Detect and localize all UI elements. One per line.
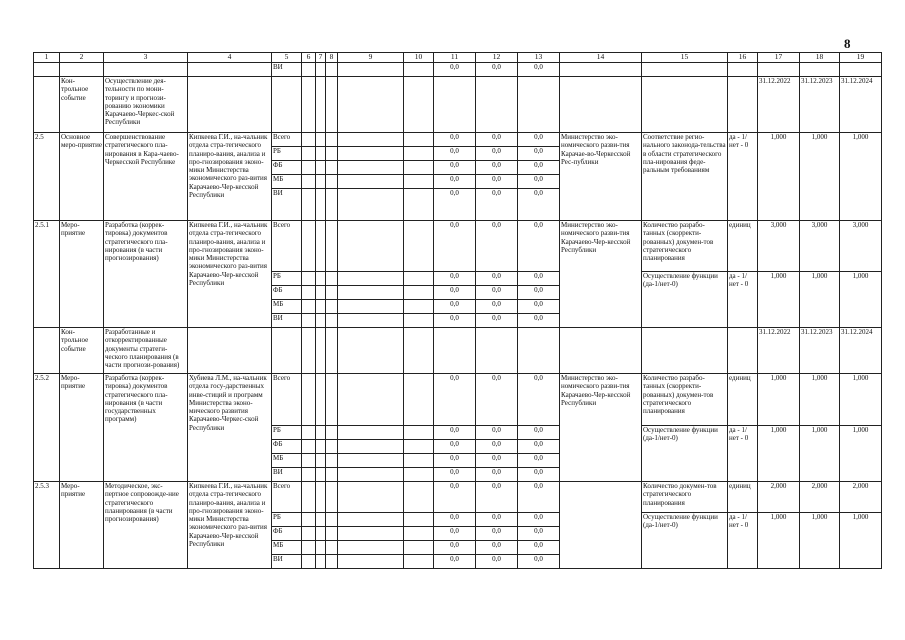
unit: да - 1/ нет - 0 (728, 133, 758, 221)
target-cell: 2,000 (840, 482, 882, 513)
funding-source: МБ (272, 175, 302, 189)
value-cell: 0,0 (476, 527, 518, 541)
value-cell: 0,0 (518, 286, 560, 300)
target-cell: 1,000 (840, 272, 882, 328)
value-cell: 0,0 (434, 482, 476, 513)
value-cell: 0,0 (518, 513, 560, 527)
indicator: Соответствие регио-нального законода-тельства в области стратегического пла-нирования феде-ральным требованиям (642, 133, 728, 221)
unit: единиц (728, 221, 758, 272)
col-header: 16 (728, 53, 758, 63)
row-type: Кон-трольное событие (60, 77, 104, 133)
funding-source: РБ (272, 513, 302, 527)
row-name: Разработка (коррек-тировка) документов стратегического пла-нирования (в части государственных программ) (104, 374, 188, 482)
funding-source: МБ (272, 300, 302, 314)
target-cell: 1,000 (758, 513, 800, 569)
table-row (34, 221, 882, 272)
funding-source: МБ (272, 454, 302, 468)
value-cell: 0,0 (434, 314, 476, 328)
target-cell: 1,000 (758, 374, 800, 426)
value-cell: 0,0 (518, 161, 560, 175)
value-cell: 0,0 (518, 272, 560, 286)
value-cell: 0,0 (518, 468, 560, 482)
target-cell: 1,000 (800, 272, 840, 328)
executor: Министерство эко-номического разви-тия Карачаево-Чер-кесской Республики (560, 374, 642, 482)
funding-source: РБ (272, 147, 302, 161)
responsible: Хубиева Л.М., на-чальник отдела госу-дарственных инве-стиций и программ Министерства эконо-мического развития Карачаево-Черкес-ской Республики (188, 374, 272, 482)
funding-source: ВИ (272, 63, 302, 77)
value-cell: 0,0 (476, 468, 518, 482)
row-type: Основное меро-приятие (60, 133, 104, 221)
value-cell: 0,0 (518, 63, 560, 77)
row-number: 2.5.2 (34, 374, 60, 482)
row-name: Методическое, экс-пертное сопровожде-ние стратегического планирования (в части прогнозирования) (104, 482, 188, 569)
target-cell: 1,000 (758, 426, 800, 482)
value-cell: 0,0 (434, 513, 476, 527)
value-cell: 0,0 (434, 374, 476, 426)
col-header: 19 (840, 53, 882, 63)
value-cell: 0,0 (476, 440, 518, 454)
col-header: 5 (272, 53, 302, 63)
value-cell: 0,0 (476, 133, 518, 147)
value-cell: 0,0 (476, 272, 518, 286)
target-cell: 2,000 (800, 482, 840, 513)
value-cell: 0,0 (476, 454, 518, 468)
value-cell: 0,0 (434, 555, 476, 569)
col-header: 3 (104, 53, 188, 63)
funding-source: Всего (272, 221, 302, 272)
target-cell: 3,000 (840, 221, 882, 272)
responsible: Кипкеева Г.И., на-чальник отдела стра-тегического планиро-вания, анализа и про-гнозирования эконо-мики Министерства экономического раз-вития Карачаево-Чер-кесской Республики (188, 133, 272, 221)
row-type: Меро-приятие (60, 221, 104, 328)
target-cell: 1,000 (758, 133, 800, 221)
value-cell: 0,0 (476, 175, 518, 189)
value-cell: 0,0 (434, 221, 476, 272)
value-cell: 0,0 (476, 314, 518, 328)
value-cell: 0,0 (434, 175, 476, 189)
unit: единиц (728, 374, 758, 426)
value-cell: 0,0 (476, 541, 518, 555)
value-cell: 0,0 (434, 189, 476, 221)
value-cell: 0,0 (518, 189, 560, 221)
col-header: 8 (326, 53, 338, 63)
target-cell: 1,000 (758, 272, 800, 328)
col-header: 14 (560, 53, 642, 63)
funding-source: ФБ (272, 161, 302, 175)
value-cell: 0,0 (476, 426, 518, 440)
target-cell: 1,000 (840, 133, 882, 221)
value-cell: 0,0 (476, 161, 518, 175)
value-cell: 0,0 (518, 175, 560, 189)
col-header: 15 (642, 53, 728, 63)
col-header: 12 (476, 53, 518, 63)
target-cell: 2,000 (758, 482, 800, 513)
value-cell: 0,0 (518, 527, 560, 541)
value-cell: 0,0 (518, 300, 560, 314)
value-cell: 0,0 (434, 468, 476, 482)
target-cell: 3,000 (800, 221, 840, 272)
value-cell: 0,0 (476, 189, 518, 221)
value-cell: 0,0 (434, 272, 476, 286)
value-cell: 0,0 (434, 63, 476, 77)
target-cell: 1,000 (840, 426, 882, 482)
col-header: 4 (188, 53, 272, 63)
value-cell: 0,0 (434, 161, 476, 175)
indicator: Осуществление функции (да-1/нет-0) (642, 272, 728, 328)
value-cell: 0,0 (518, 555, 560, 569)
page-number: 8 (844, 36, 851, 51)
funding-source: МБ (272, 541, 302, 555)
table-row (34, 482, 882, 513)
executor (560, 482, 642, 569)
table-row (34, 133, 882, 147)
col-header: 11 (434, 53, 476, 63)
col-header: 17 (758, 53, 800, 63)
target-cell: 1,000 (800, 426, 840, 482)
value-cell: 0,0 (476, 374, 518, 426)
unit: да - 1/ нет - 0 (728, 272, 758, 328)
col-header: 13 (518, 53, 560, 63)
date-cell: 31.12.2024 (840, 77, 882, 133)
value-cell: 0,0 (434, 454, 476, 468)
row-type: Меро-приятие (60, 482, 104, 569)
row-number: 2.5 (34, 133, 60, 221)
target-cell: 1,000 (840, 513, 882, 569)
value-cell: 0,0 (518, 482, 560, 513)
target-cell: 1,000 (800, 374, 840, 426)
target-cell: 1,000 (800, 133, 840, 221)
responsible: Кипкеева Г.И., на-чальник отдела стра-тегического планиро-вания, анализа и про-гнозирования эконо-мики Министерства экономического раз-вития Карачаево-Чер-кесской Республики (188, 221, 272, 328)
unit: да - 1/ нет - 0 (728, 426, 758, 482)
value-cell: 0,0 (434, 147, 476, 161)
row-number: 2.5.3 (34, 482, 60, 569)
funding-source: ВИ (272, 314, 302, 328)
indicator: Осуществление функции (да-1/нет-0) (642, 513, 728, 569)
row-name: Совершенствование стратегического пла-нирования в Кара-чаево-Черкесской Республике (104, 133, 188, 221)
value-cell: 0,0 (434, 300, 476, 314)
value-cell: 0,0 (476, 221, 518, 272)
funding-source: ВИ (272, 189, 302, 221)
program-table (33, 52, 882, 569)
value-cell: 0,0 (518, 314, 560, 328)
value-cell: 0,0 (518, 454, 560, 468)
col-header: 6 (302, 53, 316, 63)
row-type: Кон-трольное событие (60, 328, 104, 374)
target-cell: 3,000 (758, 221, 800, 272)
date-cell: 31.12.2024 (840, 328, 882, 374)
value-cell: 0,0 (518, 541, 560, 555)
value-cell: 0,0 (476, 286, 518, 300)
funding-source: РБ (272, 272, 302, 286)
value-cell: 0,0 (518, 440, 560, 454)
value-cell: 0,0 (518, 147, 560, 161)
value-cell: 0,0 (518, 221, 560, 272)
responsible: Кипкеева Г.И., на-чальник отдела стра-тегического планиро-вания, анализа и про-гнозирования эконо-мики Министерства экономического раз-вития Карачаево-Чер-кесской Республики (188, 482, 272, 569)
value-cell: 0,0 (476, 482, 518, 513)
table-row (34, 374, 882, 426)
date-cell: 31.12.2023 (800, 328, 840, 374)
value-cell: 0,0 (518, 426, 560, 440)
value-cell: 0,0 (476, 513, 518, 527)
value-cell: 0,0 (434, 541, 476, 555)
value-cell: 0,0 (434, 440, 476, 454)
value-cell: 0,0 (476, 147, 518, 161)
target-cell: 1,000 (840, 374, 882, 426)
value-cell: 0,0 (434, 286, 476, 300)
funding-source: Всего (272, 482, 302, 513)
value-cell: 0,0 (434, 133, 476, 147)
funding-source: Всего (272, 133, 302, 147)
col-header: 2 (60, 53, 104, 63)
value-cell: 0,0 (476, 300, 518, 314)
date-cell: 31.12.2023 (800, 77, 840, 133)
col-header: 18 (800, 53, 840, 63)
target-cell: 1,000 (800, 513, 840, 569)
row-name: Разработка (коррек-тировка) документов стратегического пла-нирования (в части прогнозирования) (104, 221, 188, 328)
control-event-row (34, 328, 882, 374)
executor: Министерство эко-номического разви-тия Карачаево-Чер-кесской Республики (560, 221, 642, 328)
row-type: Меро-приятие (60, 374, 104, 482)
table-row (34, 63, 882, 77)
control-event-row (34, 77, 882, 133)
row-name: Разработанные и откорректированные документы стратеги-ческого планирования (в части прогнози-рования) (104, 328, 188, 374)
col-header: 9 (338, 53, 404, 63)
unit: да - 1/ нет - 0 (728, 513, 758, 569)
unit: единиц (728, 482, 758, 513)
funding-source: ФБ (272, 286, 302, 300)
col-header: 7 (316, 53, 326, 63)
indicator: Осуществление функции (да-1/нет-0) (642, 426, 728, 482)
funding-source: Всего (272, 374, 302, 426)
date-cell: 31.12.2022 (758, 77, 800, 133)
funding-source: ФБ (272, 440, 302, 454)
col-header: 10 (404, 53, 434, 63)
row-number: 2.5.1 (34, 221, 60, 328)
indicator: Количество разрабо-танных (скорректи-рованных) докумен-тов стратегического планирования (642, 221, 728, 272)
header-row (34, 53, 882, 63)
value-cell: 0,0 (476, 555, 518, 569)
indicator: Количество разрабо-танных (скорректи-рованных) докумен-тов стратегического планирования (642, 374, 728, 426)
funding-source: ВИ (272, 555, 302, 569)
row-name: Осуществление дея-тельности по мони-торингу и прогнози-рованию экономики Карачаево-Черкес-ской Республики (104, 77, 188, 133)
value-cell: 0,0 (434, 426, 476, 440)
value-cell: 0,0 (518, 374, 560, 426)
funding-source: ВИ (272, 468, 302, 482)
funding-source: РБ (272, 426, 302, 440)
date-cell: 31.12.2022 (758, 328, 800, 374)
value-cell: 0,0 (434, 527, 476, 541)
funding-source: ФБ (272, 527, 302, 541)
value-cell: 0,0 (518, 133, 560, 147)
value-cell: 0,0 (476, 63, 518, 77)
col-header: 1 (34, 53, 60, 63)
executor: Министерство эко-номического разви-тия Карачае-во-Черкесской Рес-публики (560, 133, 642, 221)
indicator: Количество докумен-тов стратегического планирования (642, 482, 728, 513)
